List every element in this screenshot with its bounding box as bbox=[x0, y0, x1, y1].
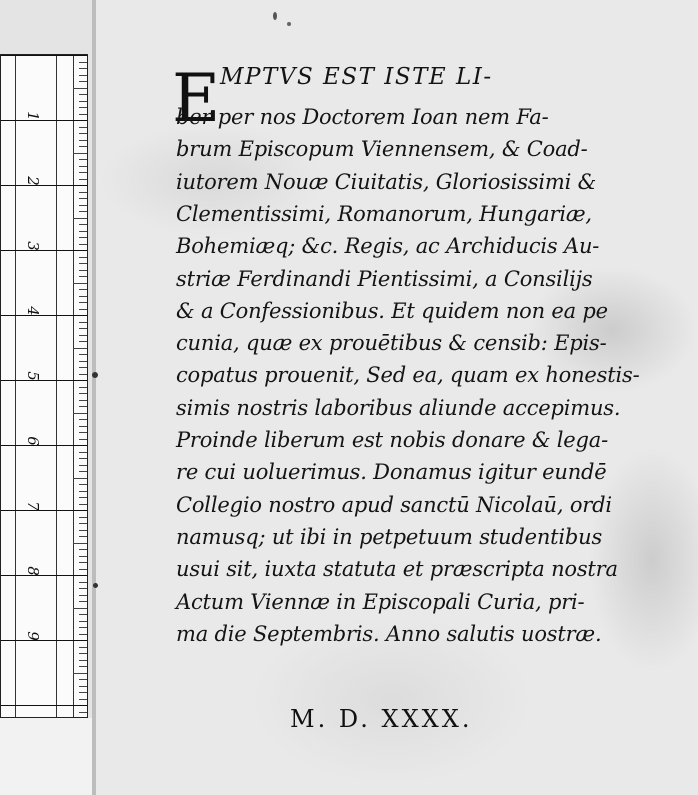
ruler-number: 1 bbox=[24, 111, 42, 121]
ruler-major-tick bbox=[1, 120, 88, 121]
ruler-minor-tick bbox=[79, 133, 88, 134]
ruler-minor-tick bbox=[79, 523, 88, 524]
ruler-major-tick bbox=[1, 445, 88, 446]
ruler-minor-tick bbox=[79, 517, 88, 518]
ruler-minor-tick bbox=[79, 263, 88, 264]
text-line: ber per nos Doctorem Ioan nem Fa- bbox=[176, 105, 549, 129]
ruler-minor-tick bbox=[73, 478, 88, 479]
ruler-number: 7 bbox=[24, 501, 42, 511]
ruler-minor-tick bbox=[79, 335, 88, 336]
ruler-minor-tick bbox=[79, 556, 88, 557]
ruler-minor-tick bbox=[79, 114, 88, 115]
ruler-major-tick bbox=[1, 380, 88, 381]
ruler-minor-tick bbox=[79, 432, 88, 433]
ruler-minor-tick bbox=[79, 231, 88, 232]
ruler-minor-tick bbox=[79, 166, 88, 167]
ruler-number: 8 bbox=[24, 566, 42, 576]
ruler-minor-tick bbox=[79, 101, 88, 102]
ruler-scale-line bbox=[15, 55, 16, 718]
ruler-minor-tick bbox=[79, 374, 88, 375]
ruler-minor-tick bbox=[79, 127, 88, 128]
ruler-number: 4 bbox=[24, 306, 42, 316]
ruler-minor-tick bbox=[79, 406, 88, 407]
ruler-major-tick bbox=[1, 55, 88, 56]
ruler-minor-tick bbox=[79, 270, 88, 271]
ruler-minor-tick bbox=[79, 627, 88, 628]
ruler-minor-tick bbox=[79, 452, 88, 453]
ruler-minor-tick bbox=[79, 341, 88, 342]
ruler-minor-tick bbox=[79, 582, 88, 583]
text-line: Actum Viennæ in Episcopali Curia, pri- bbox=[176, 589, 585, 614]
ink-speck bbox=[92, 372, 98, 378]
ruler-minor-tick bbox=[79, 387, 88, 388]
text-line: simis nostris laboribus aliunde accepimus. bbox=[176, 395, 621, 420]
text-line: Bohemiæq; &c. Regis, ac Archiducis Au- bbox=[176, 234, 600, 259]
drop-capital: E bbox=[172, 60, 221, 137]
ruler-minor-tick bbox=[79, 504, 88, 505]
ruler-minor-tick bbox=[79, 588, 88, 589]
text-line: usui sit, iuxta statuta et præscripta nostra bbox=[176, 557, 618, 582]
ruler-major-tick bbox=[1, 705, 88, 706]
ruler-minor-tick bbox=[79, 68, 88, 69]
ruler-minor-tick bbox=[79, 601, 88, 602]
ruler-minor-tick bbox=[79, 237, 88, 238]
ruler-minor-tick bbox=[73, 283, 88, 284]
ruler-minor-tick bbox=[79, 400, 88, 401]
ruler-minor-tick bbox=[79, 621, 88, 622]
ruler-minor-tick bbox=[73, 673, 88, 674]
ruler-minor-tick bbox=[79, 211, 88, 212]
ruler-minor-tick bbox=[79, 224, 88, 225]
ruler-minor-tick bbox=[79, 257, 88, 258]
ruler-minor-tick bbox=[79, 296, 88, 297]
ruler-minor-tick bbox=[79, 172, 88, 173]
ruler-minor-tick bbox=[79, 471, 88, 472]
ruler-minor-tick bbox=[79, 686, 88, 687]
ruler-minor-tick bbox=[79, 497, 88, 498]
ruler-minor-tick bbox=[79, 146, 88, 147]
ruler-minor-tick bbox=[79, 192, 88, 193]
ruler-minor-tick bbox=[79, 367, 88, 368]
ruler-minor-tick bbox=[79, 354, 88, 355]
ruler-minor-tick bbox=[73, 348, 88, 349]
ruler-minor-tick bbox=[79, 653, 88, 654]
text-line: Collegio nostro apud sanctū Nicolaū, ordi bbox=[176, 492, 612, 517]
ruler-minor-tick bbox=[79, 439, 88, 440]
text-line: striæ Ferdinandi Pientissimi, a Consilijs bbox=[176, 266, 593, 291]
ruler-number: 6 bbox=[24, 436, 42, 446]
ruler-minor-tick bbox=[79, 426, 88, 427]
ruler-minor-tick bbox=[79, 595, 88, 596]
ruler-minor-tick bbox=[79, 484, 88, 485]
ruler-minor-tick bbox=[79, 491, 88, 492]
text-line: Clementissimi, Romanorum, Hungariæ, bbox=[176, 201, 592, 226]
ruler-minor-tick bbox=[79, 198, 88, 199]
ruler-minor-tick bbox=[73, 153, 88, 154]
text-line: brum Episcopum Viennensem, & Coad- bbox=[176, 137, 588, 162]
text-line: re cui uoluerimus. Donamus igitur eundē bbox=[176, 460, 607, 485]
ruler-minor-tick bbox=[79, 634, 88, 635]
ruler-minor-tick bbox=[79, 458, 88, 459]
ruler-minor-tick bbox=[79, 159, 88, 160]
ruler-minor-tick bbox=[79, 361, 88, 362]
ruler-number: 9 bbox=[24, 631, 42, 641]
ruler-minor-tick bbox=[79, 322, 88, 323]
ruler-minor-tick bbox=[73, 413, 88, 414]
ruler-minor-tick bbox=[79, 536, 88, 537]
text-line: & a Confessionibus. Et quidem non ea pe bbox=[176, 298, 608, 323]
ruler-minor-tick bbox=[79, 107, 88, 108]
ruler-minor-tick bbox=[79, 205, 88, 206]
text-line: cunia, quæ ex prouētibus & censib: Epis- bbox=[176, 331, 607, 356]
text-line: ma die Septembris. Anno salutis uostræ. bbox=[176, 621, 602, 646]
year-line: M. D. XXXX. bbox=[290, 705, 473, 733]
ruler-number: 2 bbox=[24, 176, 42, 186]
ruler-minor-tick bbox=[79, 614, 88, 615]
ruler-minor-tick bbox=[79, 140, 88, 141]
ink-speck bbox=[273, 12, 277, 20]
ruler-minor-tick bbox=[79, 62, 88, 63]
ruler-minor-tick bbox=[79, 465, 88, 466]
text-line: Proinde liberum est nobis donare & lega- bbox=[176, 428, 608, 452]
ruler-minor-tick bbox=[73, 218, 88, 219]
ruler-minor-tick bbox=[79, 569, 88, 570]
ruler-minor-tick bbox=[73, 543, 88, 544]
text-line: namusq; ut ibi in petpetuum studentibus bbox=[176, 524, 603, 549]
ruler-minor-tick bbox=[79, 692, 88, 693]
scan-backdrop-bottom bbox=[0, 718, 95, 795]
ink-speck bbox=[93, 583, 98, 588]
measuring-ruler bbox=[0, 54, 88, 718]
ruler-minor-tick bbox=[79, 276, 88, 277]
ruler-number: 5 bbox=[24, 371, 42, 381]
text-line: iutorem Nouæ Ciuitatis, Gloriosissimi & bbox=[176, 169, 597, 194]
ruler-minor-tick bbox=[73, 88, 88, 89]
text-line: copatus prouenit, Sed ea, quam ex honestis- bbox=[176, 363, 640, 388]
ruler-minor-tick bbox=[79, 647, 88, 648]
ruler-minor-tick bbox=[79, 179, 88, 180]
ruler-minor-tick bbox=[79, 94, 88, 95]
ruler-major-tick bbox=[1, 315, 88, 316]
ruler-major-tick bbox=[1, 575, 88, 576]
ruler-minor-tick bbox=[79, 244, 88, 245]
ruler-major-tick bbox=[1, 185, 88, 186]
ruler-major-tick bbox=[1, 640, 88, 641]
ruler-minor-tick bbox=[79, 712, 88, 713]
ink-speck bbox=[287, 22, 291, 26]
ruler-minor-tick bbox=[79, 81, 88, 82]
paper-edge bbox=[92, 0, 96, 795]
ruler-minor-tick bbox=[79, 660, 88, 661]
ruler-minor-tick bbox=[79, 549, 88, 550]
ruler-minor-tick bbox=[79, 75, 88, 76]
ruler-minor-tick bbox=[79, 679, 88, 680]
ruler-major-tick bbox=[1, 250, 88, 251]
ruler-minor-tick bbox=[73, 608, 88, 609]
ruler-scale-line bbox=[56, 55, 57, 718]
ruler-minor-tick bbox=[79, 699, 88, 700]
ruler-minor-tick bbox=[79, 530, 88, 531]
ruler-number: 3 bbox=[24, 241, 42, 251]
ruler-minor-tick bbox=[79, 562, 88, 563]
heading-line: MPTVS EST ISTE LI- bbox=[220, 64, 493, 90]
ruler-minor-tick bbox=[79, 309, 88, 310]
ruler-scale-line bbox=[73, 55, 74, 718]
ruler-minor-tick bbox=[79, 289, 88, 290]
ruler-minor-tick bbox=[79, 666, 88, 667]
ruler-minor-tick bbox=[79, 419, 88, 420]
ruler-minor-tick bbox=[79, 328, 88, 329]
ruler-minor-tick bbox=[79, 393, 88, 394]
ruler-minor-tick bbox=[79, 302, 88, 303]
ruler-major-tick bbox=[1, 510, 88, 511]
